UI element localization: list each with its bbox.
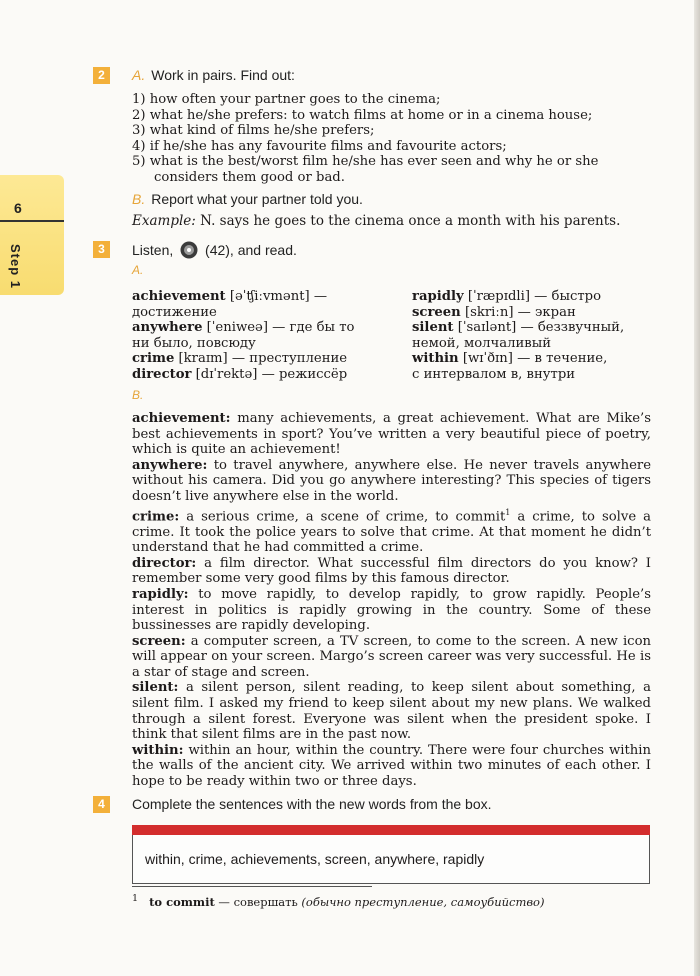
vocab-word: within	[412, 351, 459, 367]
tab-divider	[0, 220, 64, 222]
vocab-entry	[132, 289, 382, 305]
page-edge-shadow	[694, 0, 700, 976]
list-item: 5) what is the best/worst film he/she has ever seen and why he or she considers them good or bad.	[132, 154, 599, 185]
entry-text: many achievements, a great achievement. What are Mike’s best achievements in sport? You’ve written a very beautiful piece of poetry, which is quite an achievement!	[132, 411, 651, 458]
footnote-marker: 1	[132, 893, 139, 904]
task-text: Work in pairs. Find out:	[151, 67, 295, 83]
vocab-translation: [əˈʧiːvmənt] —	[225, 289, 328, 304]
exercise-2b-title	[132, 191, 363, 207]
page-number: 6	[14, 200, 22, 216]
footnote-note: (обычно преступление, самоубийство)	[301, 894, 545, 909]
footnote-ref: 1	[505, 507, 511, 517]
word-entry	[132, 411, 651, 458]
vocab-word: anywhere	[132, 320, 203, 336]
list-item: 3) what kind of films he/she prefers;	[132, 123, 375, 139]
footnote-term: to commit	[149, 894, 215, 909]
entry-text: a silent person, silent reading, to keep silent about something, a silent film. I asked my friend to keep silent about my new plans. We walked through a silent forest. Everyone was silent when the president spoke. I think that silent films are in the past now.	[132, 680, 651, 743]
footnote-rule	[132, 886, 372, 887]
entry-text: a serious crime, a scene of crime, to commit	[179, 508, 506, 524]
word-entry	[132, 458, 651, 505]
entry-headword: within:	[132, 742, 184, 758]
vocab-column-left	[132, 289, 382, 383]
word-entry	[132, 634, 651, 681]
word-entry	[132, 743, 651, 790]
exercise-3-number: 3	[93, 241, 110, 258]
vocab-word: achievement	[132, 289, 226, 304]
example-text: N. says he goes to the cinema once a month with his parents.	[195, 213, 621, 229]
vocab-translation-cont: ни было, повсюду	[132, 335, 256, 351]
vocab-translation: [ˈeniweə] — где бы то	[202, 320, 355, 336]
vocab-entry	[132, 351, 382, 367]
vocab-translation: [dɪˈrektə] — режиссёр	[191, 366, 348, 382]
vocab-translation-cont: с интервалом в, внутри	[412, 366, 576, 382]
vocab-translation: [wɪˈðɪn] — в течение,	[458, 351, 608, 367]
vocab-word: screen	[412, 304, 461, 320]
entry-headword: rapidly:	[132, 586, 189, 602]
vocab-entry	[412, 289, 652, 305]
word-entry	[132, 587, 651, 634]
word-box-content: within, crime, achievements, screen, anywhere, rapidly	[132, 835, 650, 884]
exercise-2-number: 2	[93, 67, 110, 84]
exercise-4-title: Complete the sentences with the new words from the box.	[132, 796, 492, 812]
vocab-translation: [kraɪm] — преступление	[174, 351, 348, 367]
entry-text: a computer screen, a TV screen, to come to the screen. A new icon will appear on your screen. Margo’s screen career was very successful. He is a star of stage and screen.	[132, 633, 651, 680]
vocab-translation-cont: достижение	[132, 304, 217, 320]
vocab-entry	[412, 320, 652, 336]
vocab-entry	[132, 320, 382, 336]
word-entry	[132, 556, 651, 587]
task-letter: B.	[132, 191, 146, 207]
entry-text: within an hour, within the country. There were four churches within the walls of the ancient city. We arrived within two minutes of each other. I hope to be ready within two or three days.	[132, 742, 651, 790]
entry-headword: anywhere:	[132, 457, 208, 473]
exercise-2a-title	[132, 67, 295, 83]
exercise-3-title	[132, 241, 297, 259]
entry-text: to move rapidly, to develop rapidly, to grow rapidly. People’s interest in politics is rapidly growing in the country. Some of these bussinesses are rapidly developing.	[132, 586, 651, 634]
svg-text:Step 1: Step 1	[8, 244, 23, 290]
list-item: 1) how often your partner goes to the cinema;	[132, 92, 441, 107]
vocab-entry	[412, 305, 652, 321]
list-item: 4) if he/she has any favourite films and favourite actors;	[132, 138, 507, 154]
vocab-word: director	[132, 366, 192, 382]
entry-headword: achievement:	[132, 411, 231, 426]
word-box	[132, 825, 650, 884]
task-text-post: (42), and read.	[205, 242, 297, 258]
entry-text: a film director. What successful film directors do you know? I remember some very good films by this famous director.	[132, 555, 651, 587]
vocab-translation: [skriːn] — экран	[460, 304, 576, 320]
footnote-dash: — совершать	[214, 894, 302, 909]
vocab-entry	[412, 351, 652, 367]
exercise-4-number: 4	[93, 796, 110, 813]
entry-headword: crime:	[132, 508, 180, 524]
example-line	[132, 214, 620, 230]
vocab-translation: [ˈsaɪlənt] — беззвучный,	[453, 320, 625, 336]
vocab-word: silent	[412, 320, 454, 336]
vocab-word: crime	[132, 351, 175, 367]
vocab-entry	[132, 367, 382, 383]
word-box-header-bar	[132, 825, 650, 835]
exercise-3a-letter: A.	[132, 263, 144, 277]
task-letter: A.	[132, 67, 146, 83]
step-label-vertical	[0, 236, 40, 296]
footnote	[132, 893, 544, 909]
entry-text-cont: a crime, to solve a crime. It took the police years to solve that crime. At that moment he didn’t understand that he had committed a crime.	[132, 508, 651, 556]
task-text-pre: Listen,	[132, 242, 174, 258]
word-entry	[132, 680, 651, 742]
entry-headword: screen:	[132, 633, 186, 649]
exercise-2-list	[132, 92, 662, 186]
task-text: Report what your partner told you.	[151, 191, 363, 207]
word-entry	[132, 505, 651, 556]
audio-cd-icon[interactable]	[180, 241, 198, 259]
entry-text: to travel anywhere, anywhere else. He never travels anywhere without his camera. Did you go anywhere interesting? This species of tigers doesn’t live anywhere else in the world.	[132, 457, 651, 504]
entry-headword: silent:	[132, 680, 179, 696]
exercise-3b-letter: B.	[132, 388, 144, 402]
vocab-column-right	[412, 289, 652, 383]
list-item: 2) what he/she prefers: to watch films at home or in a cinema house;	[132, 107, 593, 123]
entry-headword: director:	[132, 555, 197, 571]
vocab-word: rapidly	[412, 289, 464, 304]
vocab-translation: [ˈræpɪdli] — быстро	[463, 289, 602, 304]
example-label: Example:	[132, 213, 196, 229]
vocab-translation-cont: немой, молчаливый	[412, 335, 551, 351]
word-entries	[132, 411, 651, 790]
